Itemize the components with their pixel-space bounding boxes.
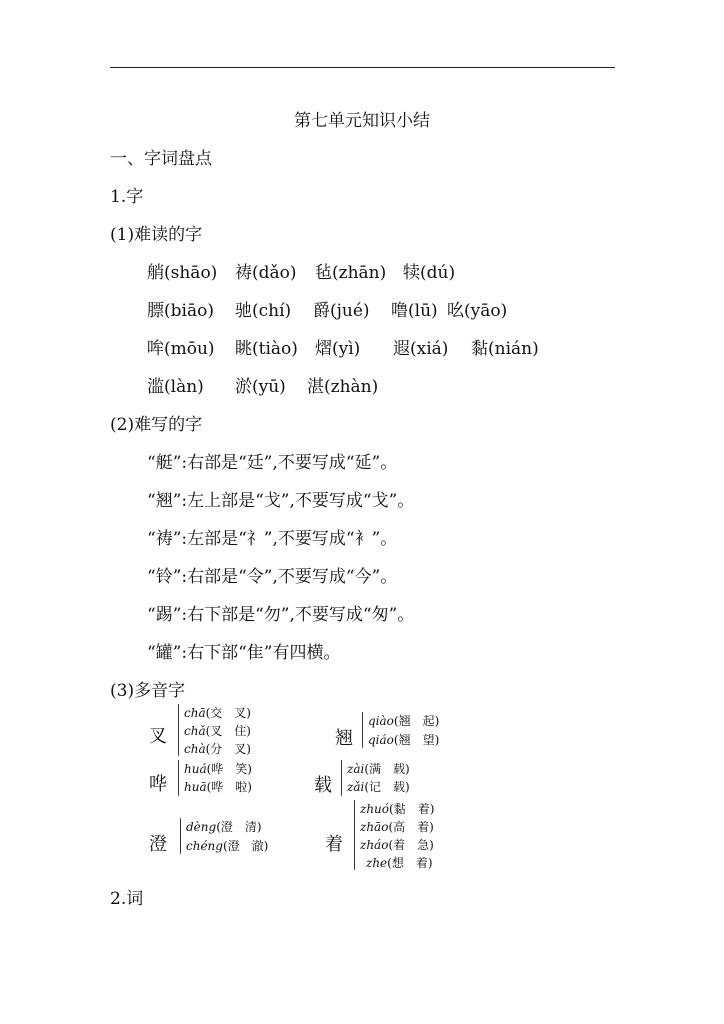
polyphone-reading: zhāo(高 着) <box>360 820 434 834</box>
subheading-polyphones: (3)多音字 <box>110 681 186 701</box>
polyphone-reading: zhuó(黏 着) <box>360 802 435 816</box>
polyphone-reading: chéng(澄 澈) <box>186 839 269 853</box>
polyphone-reading: huā(哗 啦) <box>184 780 252 794</box>
polyphone-char: 载 <box>314 775 332 796</box>
hard-write-line: “翘”:左上部是“戈”,不要写成“戈”。 <box>147 491 415 511</box>
subheading-hard-to-read: (1)难读的字 <box>110 225 203 245</box>
char-entry: 膘(biāo) <box>147 301 214 321</box>
polyphone-char: 哗 <box>149 774 167 795</box>
char-entry: 驰(chí) <box>235 301 292 321</box>
polyphone-reading: zǎi(记 载) <box>347 780 410 794</box>
hard-write-line: “祷”:左部是“礻”,不要写成“衤”。 <box>147 529 398 549</box>
brace <box>341 760 342 796</box>
brace <box>354 800 355 870</box>
polyphone-reading: qiáo(翘 望) <box>368 733 440 747</box>
hard-read-row <box>147 258 455 283</box>
char-entry: 黏(nián) <box>471 339 539 359</box>
polyphone-reading: chà(分 叉) <box>184 742 251 756</box>
char-entry: 哞(mōu) <box>147 339 215 359</box>
polyphone-reading: zhe(想 着) <box>366 856 433 870</box>
brace <box>178 760 179 796</box>
subheading-characters: 1.字 <box>110 187 144 207</box>
char-entry: 犊(dú) <box>403 263 456 283</box>
hard-read-row <box>147 372 378 397</box>
char-entry: 滥(làn) <box>147 377 204 397</box>
polyphone-reading: qiào(翘 起) <box>368 714 440 728</box>
char-entry: 吆(yāo) <box>447 301 508 321</box>
char-entry: 熠(yì) <box>315 339 361 359</box>
section-heading-word-review: 一、字词盘点 <box>110 149 212 169</box>
polyphone-char: 澄 <box>149 834 167 855</box>
char-entry: 眺(tiào) <box>235 339 298 359</box>
polyphone-char: 翘 <box>335 728 353 749</box>
polyphone-reading: chā(交 叉) <box>184 706 251 720</box>
char-entry: 毡(zhān) <box>315 263 387 283</box>
hard-read-row <box>147 296 507 321</box>
hard-read-row <box>147 334 539 359</box>
char-entry: 爵(jué) <box>313 301 370 321</box>
brace <box>178 704 179 756</box>
char-entry: 噜(lū) <box>391 301 438 321</box>
brace <box>180 818 181 854</box>
polyphone-reading: huá(哗 笑) <box>184 762 252 776</box>
polyphone-reading: chǎ(叉 住) <box>184 724 251 738</box>
char-entry: 艄(shāo) <box>147 263 218 283</box>
hard-write-line: “罐”:右下部“隹”有四横。 <box>147 643 341 663</box>
polyphone-char: 叉 <box>149 726 167 747</box>
polyphone-reading: zháo(着 急) <box>360 838 434 852</box>
subheading-words: 2.词 <box>110 889 144 909</box>
polyphone-reading: dèng(澄 清) <box>186 820 262 834</box>
char-entry: 淤(yū) <box>235 377 286 397</box>
subheading-hard-to-write: (2)难写的字 <box>110 415 203 435</box>
header-rule <box>110 67 615 68</box>
page-title: 第七单元知识小结 <box>294 111 430 131</box>
polyphone-reading: zài(满 载) <box>347 762 410 776</box>
hard-write-line: “踢”:右下部是“勿”,不要写成“匆”。 <box>147 605 415 625</box>
hard-write-line: “艇”:右部是“廷”,不要写成“延”。 <box>147 453 398 473</box>
hard-write-line: “铃”:右部是“令”,不要写成“今”。 <box>147 567 398 587</box>
polyphone-char: 着 <box>325 834 343 855</box>
char-entry: 湛(zhàn) <box>307 377 379 397</box>
char-entry: 祷(dǎo) <box>235 263 297 283</box>
char-entry: 遐(xiá) <box>393 339 449 359</box>
brace <box>362 712 363 748</box>
